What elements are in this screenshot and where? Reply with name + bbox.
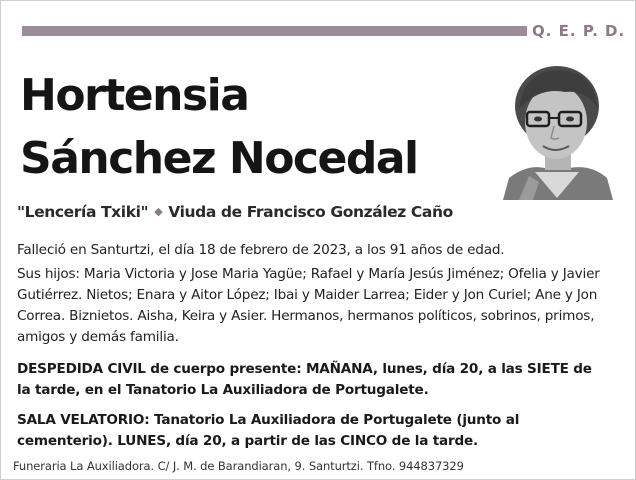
subtitle-line bbox=[17, 203, 453, 221]
qepd-label: Q. E. P. D. bbox=[532, 22, 626, 40]
deceased-surnames: Sánchez Nocedal bbox=[20, 133, 418, 184]
deceased-portrait bbox=[499, 60, 615, 200]
deceased-first-name: Hortensia bbox=[20, 70, 249, 121]
death-notice: Falleció en Santurtzi, el día 18 de febrero de 2023, a los 91 años de edad. bbox=[17, 242, 505, 258]
nickname: "Lencería Txiki" bbox=[17, 203, 149, 221]
header-bar bbox=[22, 26, 527, 36]
farewell-info: DESPEDIDA CIVIL de cuerpo presente: MAÑANA, lunes, día 20, a las SIETE de la tarde, en el Tanatorio La Auxiliadora de Portugalete. bbox=[17, 361, 592, 398]
family-list: Sus hijos: Maria Victoria y Jose Maria Yagüe; Rafael y María Jesús Jiménez; Ofelia y Javier Gutiérrez. Nietos; Enara y Aitor López; Ibai y Maider Larrea; Eider y Jon Curiel; Ane y Jon Correa. Biznietos. Aisha, Keira y Asier. Hermanos, hermanos políticos, sobrinos, primos, amigos y demás familia. bbox=[17, 266, 600, 345]
spouse-info: Viuda de Francisco González Caño bbox=[168, 203, 453, 221]
funeral-home-footer: Funeraria La Auxiliadora. C/ J. M. de Barandiaran, 9. Santurtzi. Tfno. 944837329 bbox=[13, 459, 464, 473]
portrait-image bbox=[499, 60, 615, 200]
diamond-icon: ◆ bbox=[154, 205, 163, 218]
wake-info: SALA VELATORIO: Tanatorio La Auxiliadora de Portugalete (junto al cementerio). LUNES, día 20, a partir de las CINCO de la tarde. bbox=[17, 412, 520, 449]
